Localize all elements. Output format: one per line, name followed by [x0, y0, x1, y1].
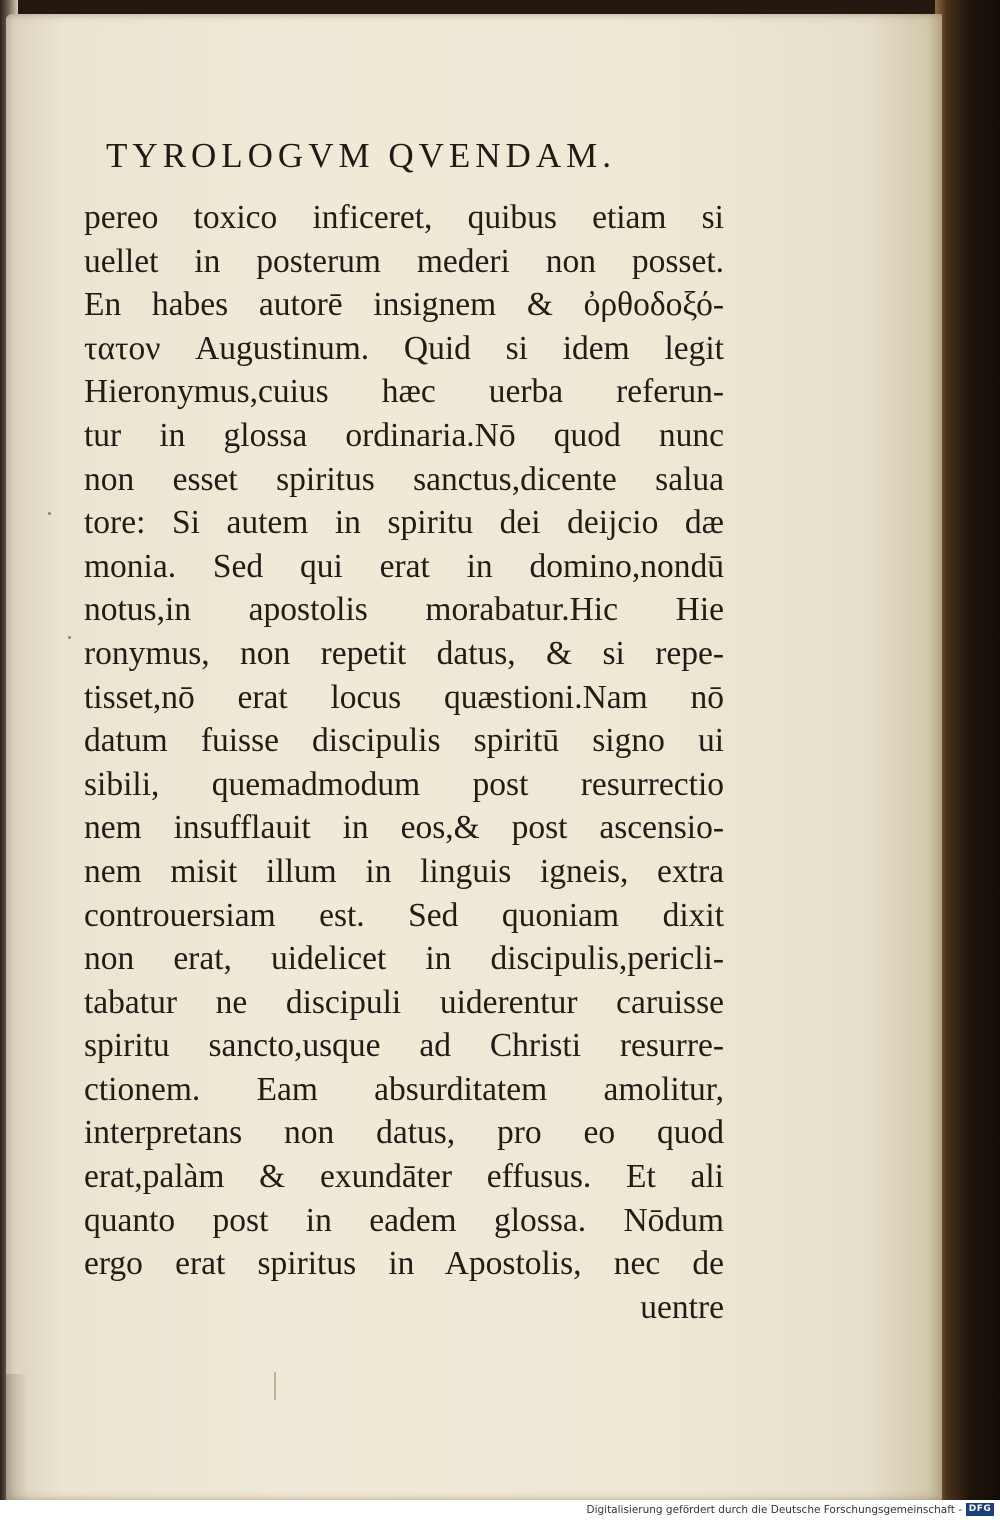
footer-bar: [0, 1500, 1000, 1520]
text-line: sibili, quemadmodum post resurrectio: [84, 765, 724, 803]
catchword: uentre: [640, 1288, 724, 1326]
book-edge: [935, 0, 1000, 1500]
text-line: uellet in posterum mederi non posset.: [84, 242, 724, 280]
text-line: tisset,nō erat locus quæstioni.Nam nō: [84, 678, 724, 716]
text-line: quanto post in eadem glossa. Nōdum: [84, 1201, 724, 1239]
text-line: tore: Si autem in spiritu dei deijcio dæ: [84, 504, 724, 542]
text-line: non erat, uidelicet in discipulis,pericli-: [84, 940, 724, 978]
body-text: [84, 196, 724, 1329]
funding-credit: Digitalisierung gefördert durch die Deutsche Forschungsgemeinschaft -: [586, 1504, 962, 1516]
text-line: nem insufflauit in eos,& post ascensio-: [84, 809, 724, 847]
text-line: controuersiam est. Sed quoniam dixit: [84, 896, 724, 934]
text-line: notus,in apostolis morabatur.Hic Hie: [84, 591, 724, 629]
text-line: tabatur ne discipuli uiderentur caruisse: [84, 983, 724, 1021]
text-line: erat,palàm & exundāter effusus. Et ali: [84, 1158, 724, 1196]
text-line: ergo erat spiritus in Apostolis, nec de: [84, 1245, 724, 1283]
text-line: monia. Sed qui erat in domino,nondū: [84, 547, 724, 585]
text-line: nem misit illum in linguis igneis, extra: [84, 852, 724, 890]
text-line: non esset spiritus sanctus,dicente salua: [84, 460, 724, 498]
text-line: En habes autorē insignem & ὀρθοδοξό-: [84, 286, 724, 324]
text-line: τατον Augustinum. Quid si idem legit: [84, 329, 724, 367]
text-line: ronymus, non repetit datus, & si repe-: [84, 634, 724, 672]
text-line: datum fuisse discipulis spiritū signo ui: [84, 722, 724, 760]
running-head: TYROLOGVM QVENDAM.: [106, 136, 616, 175]
text-line: pereo toxico inficeret, quibus etiam si: [84, 199, 724, 236]
text-line: ctionem. Eam absurditatem amolitur,: [84, 1070, 724, 1108]
text-line: Hieronymus,cuius hæc uerba referun-: [84, 373, 724, 411]
paper-speck: [48, 512, 51, 515]
text-line: spiritu sancto,usque ad Christi resurre-: [84, 1027, 724, 1065]
paper-speck: [274, 1372, 276, 1400]
page-fold-shadow: [6, 1374, 28, 1500]
dfg-logo: DFG: [966, 1503, 994, 1516]
paper-speck: [68, 636, 71, 639]
text-line: tur in glossa ordinaria.Nō quod nunc: [84, 416, 724, 454]
text-line: interpretans non datus, pro eo quod: [84, 1114, 724, 1152]
